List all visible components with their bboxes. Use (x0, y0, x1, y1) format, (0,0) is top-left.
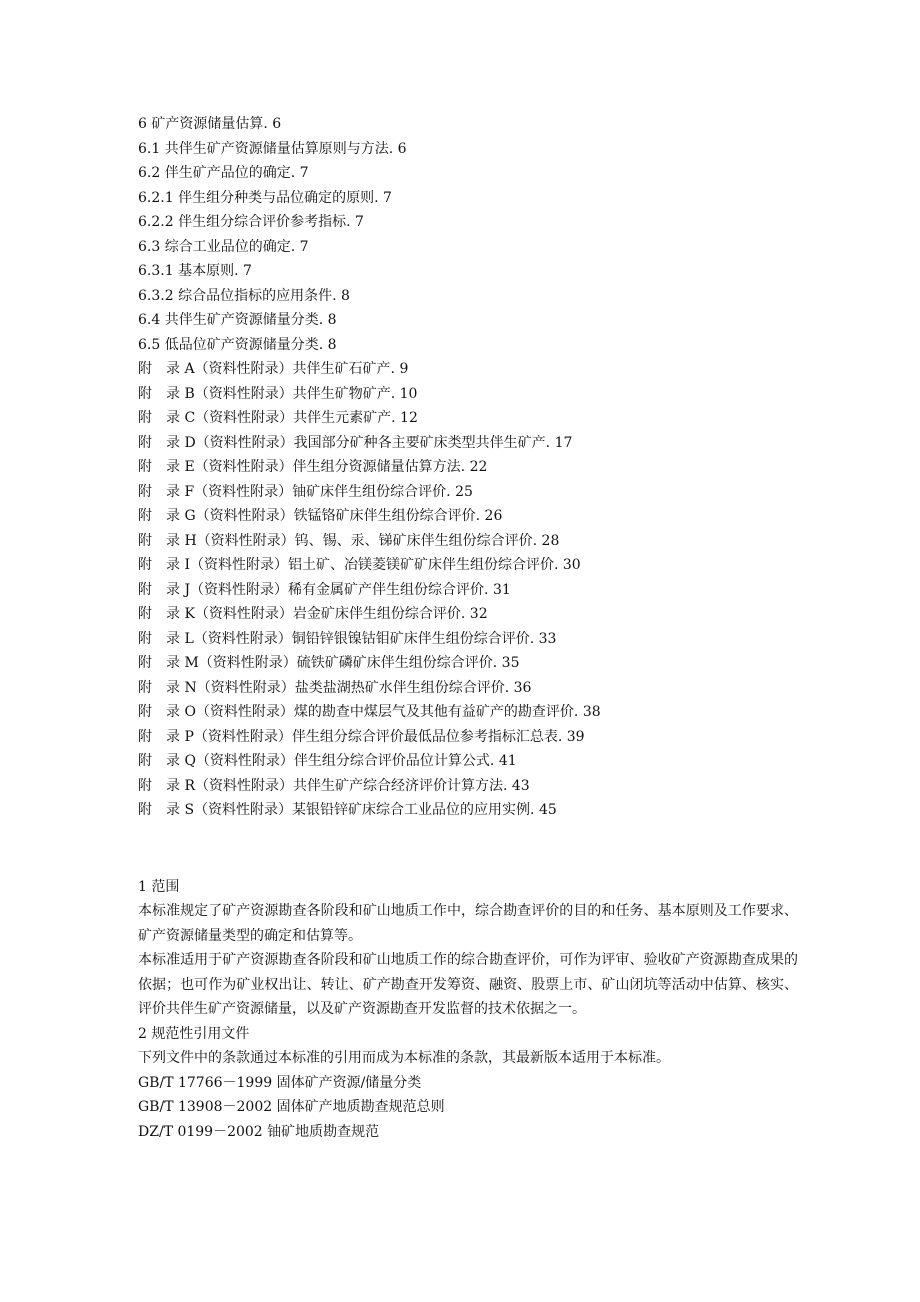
reference-item: GB/T 13908－2002 固体矿产地质勘查规范总则 (138, 1099, 445, 1115)
toc-entry[interactable]: 附 录 K（资料性附录）岩金矿床伴生组份综合评价. 32 (138, 606, 488, 622)
toc-entry[interactable]: 附 录 E（资料性附录）伴生组分资源储量估算方法. 22 (138, 459, 488, 475)
toc-entry[interactable]: 附 录 H（资料性附录）钨、锡、汞、锑矿床伴生组份综合评价. 28 (138, 532, 560, 549)
toc-entry[interactable]: 附 录 G（资料性附录）铁锰铬矿床伴生组份综合评价. 26 (138, 508, 503, 524)
body-text (138, 875, 798, 1145)
toc-entry[interactable]: 6.2 伴生矿产品位的确定. 7 (138, 165, 309, 181)
table-of-contents (138, 112, 798, 823)
toc-entry[interactable]: 6.2.2 伴生组分综合评价参考指标. 7 (138, 214, 364, 230)
toc-entry[interactable]: 附 录 Q（资料性附录）伴生组分综合评价品位计算公式. 41 (138, 753, 517, 769)
toc-entry[interactable]: 附 录 J（资料性附录）稀有金属矿产伴生组份综合评价. 31 (138, 581, 511, 598)
toc-entry[interactable]: 6 矿产资源储量估算. 6 (138, 116, 282, 132)
toc-entry[interactable]: 附 录 L（资料性附录）铜铅锌银镍钴钼矿床伴生组份综合评价. 33 (138, 630, 557, 647)
reference-item: GB/T 17766－1999 固体矿产资源/储量分类 (138, 1074, 422, 1091)
toc-entry[interactable]: 附 录 M（资料性附录）硫铁矿磷矿床伴生组份综合评价. 35 (138, 655, 520, 671)
toc-entry[interactable]: 6.2.1 伴生组分种类与品位确定的原则. 7 (138, 189, 392, 206)
scope-paragraph-1: 本标准规定了矿产资源勘查各阶段和矿山地质工作中，综合勘查评价的目的和任务、基本原则及工作要求、矿产资源储量类型的确定和估算等。 (138, 903, 798, 944)
toc-entry[interactable]: 6.3.2 综合品位指标的应用条件. 8 (138, 287, 350, 304)
toc-entry[interactable]: 附 录 O（资料性附录）煤的勘查中煤层气及其他有益矿产的勘查评价. 38 (138, 704, 601, 720)
toc-entry[interactable]: 附 录 S（资料性附录）某银铅锌矿床综合工业品位的应用实例. 45 (138, 802, 557, 818)
scope-paragraph-2: 本标准适用于矿产资源勘查各阶段和矿山地质工作的综合勘查评价，可作为评审、验收矿产资源勘查成果的依据；也可作为矿业权出让、转让、矿产勘查开发筹资、融资、股票上市、矿山闭坑等活动中估算、核实、评价共伴生矿产资源储量，以及矿产资源勘查开发监督的技术依据之一。 (138, 952, 798, 1017)
section-heading-scope: 1 范围 (138, 878, 180, 895)
references-intro: 下列文件中的条款通过本标准的引用而成为本标准的条款，其最新版本适用于本标准。 (138, 1050, 670, 1066)
toc-entry[interactable]: 附 录 R（资料性附录）共伴生矿产综合经济评价计算方法. 43 (138, 777, 530, 794)
toc-entry[interactable]: 6.5 低品位矿产资源储量分类. 8 (138, 336, 337, 353)
toc-entry[interactable]: 6.1 共伴生矿产资源储量估算原则与方法. 6 (138, 140, 407, 157)
toc-entry[interactable]: 附 录 B（资料性附录）共伴生矿物矿产. 10 (138, 385, 418, 402)
toc-entry[interactable]: 附 录 C（资料性附录）共伴生元素矿产. 12 (138, 410, 418, 426)
toc-entry[interactable]: 6.3 综合工业品位的确定. 7 (138, 238, 309, 255)
toc-entry[interactable]: 附 录 P（资料性附录）伴生组分综合评价最低品位参考指标汇总表. 39 (138, 728, 585, 745)
document-page (138, 112, 798, 1144)
section-heading-references: 2 规范性引用文件 (138, 1025, 250, 1042)
toc-entry[interactable]: 附 录 D（资料性附录）我国部分矿种各主要矿床类型共伴生矿产. 17 (138, 434, 573, 451)
toc-entry[interactable]: 附 录 I（资料性附录）铝土矿、冶镁菱镁矿矿床伴生组份综合评价. 30 (138, 557, 581, 573)
toc-entry[interactable]: 6.4 共伴生矿产资源储量分类. 8 (138, 312, 337, 328)
toc-entry[interactable]: 附 录 A（资料性附录）共伴生矿石矿产. 9 (138, 361, 409, 377)
reference-item: DZ/T 0199－2002 铀矿地质勘查规范 (138, 1123, 380, 1140)
toc-entry[interactable]: 附 录 N（资料性附录）盐类盐湖热矿水伴生组份综合评价. 36 (138, 679, 532, 696)
toc-entry[interactable]: 6.3.1 基本原则. 7 (138, 263, 252, 279)
section-spacer (138, 823, 798, 875)
toc-entry[interactable]: 附 录 F（资料性附录）铀矿床伴生组份综合评价. 25 (138, 483, 473, 500)
